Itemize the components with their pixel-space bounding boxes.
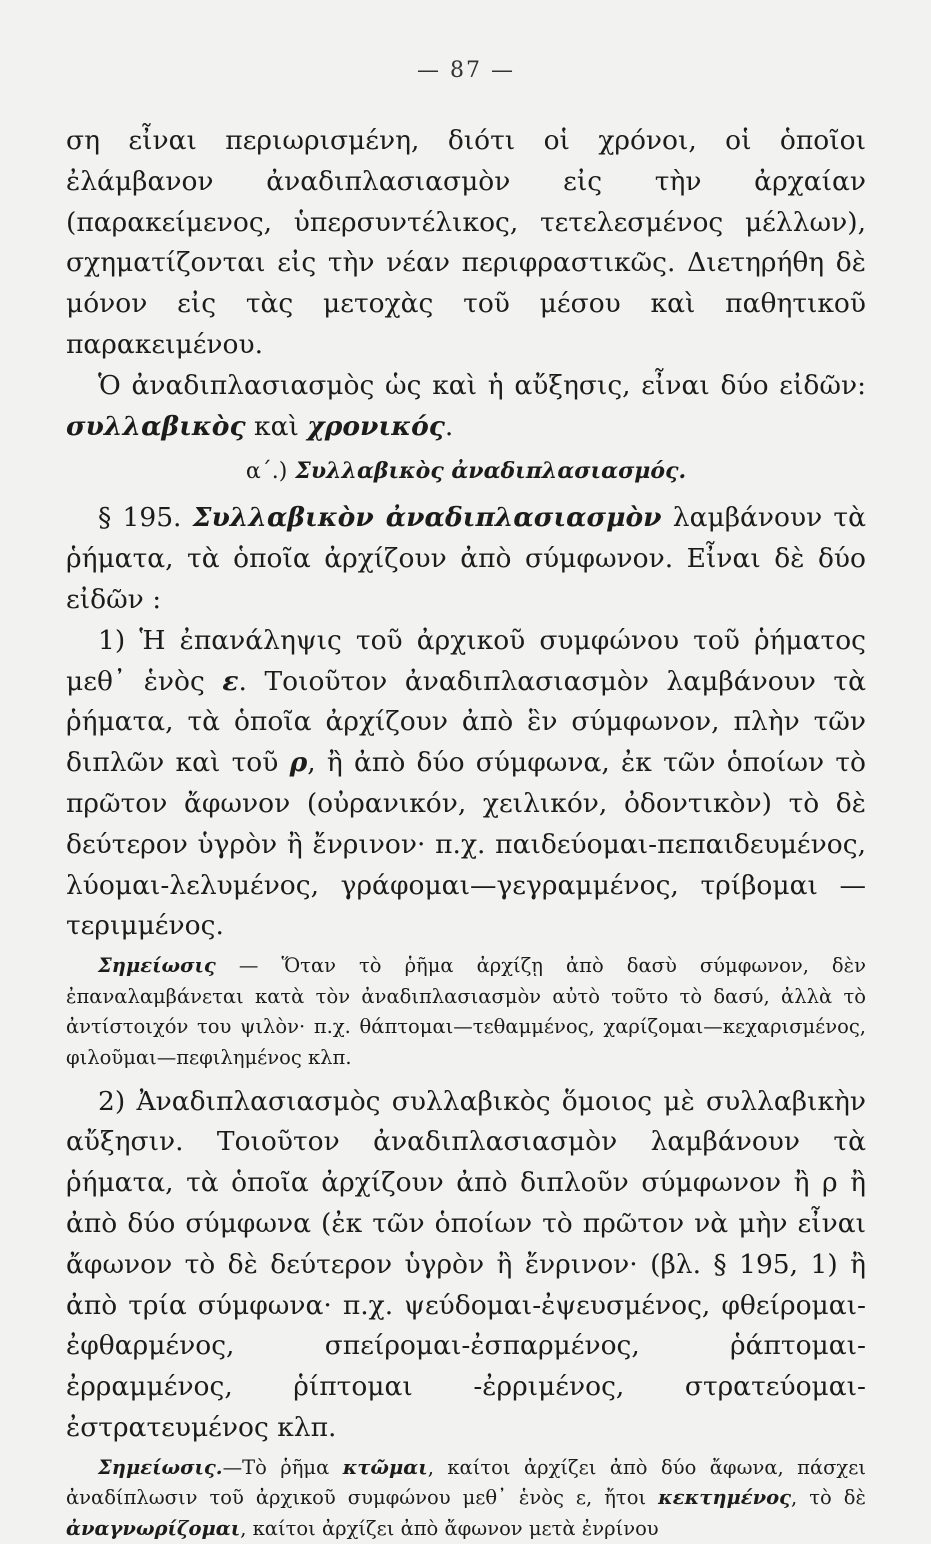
section-195 — [66, 498, 866, 620]
item-1-rho: ρ — [289, 747, 308, 779]
note-2-text-a: —Τὸ ῥῆμα — [222, 1455, 343, 1479]
section-term: Συλλαβικὸν ἀναδιπλασιασμὸν — [192, 502, 662, 534]
item-1-epsilon: ε — [222, 665, 239, 697]
paragraph-1: ση εἶναι περιωρισμένη, διότι οἱ χρόνοι, οἱ ὁποῖοι ἐλάμβανον ἀναδιπλασιασμὸν εἰς τὴν ἀρχαίαν (παρακείμενος, ὑπερσυντέλικος, τετελεσμένος μέλλων), σχηματίζονται εἰς τὴν νέαν περιφραστικῶς. Διετηρήθη δὲ μόνον εἰς τὰς μετοχὰς τοῦ μέσου καὶ παθητικοῦ παρακειμένου. — [66, 125, 866, 360]
note-2-text-b: , καίτοι ἀρχίζει ἀπὸ δύο ἄφωνα, πάσχει ἀναδίπλωσιν τοῦ ἀρχικοῦ συμφώνου μεθ᾿ ἑνὸς ε, ἤτοι — [66, 1455, 866, 1510]
item-1 — [66, 621, 866, 947]
note-1-text: — Ὅταν τὸ ῥῆμα ἀρχίζῃ ἀπὸ δασὺ σύμφωνον, δὲν ἐπαναλαμβάνεται κατὰ τὸν ἀναδιπλασιασμὸν αὐτὸ τοῦτο τὸ δασύ, ἀλλὰ τὸ ἀντίστοιχόν του ψιλὸν· π.χ. θάπτομαι—τεθαμμένος, χαρίζομαι—κεχαρισμένος, φιλοῦμαι—πεφιλημένος κλπ. — [66, 954, 866, 1069]
page-number: — 87 — — [417, 58, 515, 83]
section-number: § 195. — [98, 502, 182, 534]
item-2: 2) Ἀναδιπλασιασμὸς συλλαβικὸς ὅμοιος μὲ συλλαβικὴν αὔξησιν. Τοιοῦτον ἀναδιπλασιασμὸν λαμβάνουν τὰ ῥήματα, τὰ ὁποῖα ἀρχίζουν ἀπὸ διπλοῦν σύμφωνον ἢ ρ ἢ ἀπὸ δύο σύμφωνα (ἐκ τῶν ὁποίων τὸ πρῶτον νὰ μὴν εἶναι ἄφωνον τὸ δὲ δεύτερον ὑγρὸν ἢ ἔνρινον· (βλ. § 195, 1) ἢ ἀπὸ τρία σύμφωνα· π.χ. ψεύδομαι-ἐψευσμένος, φθείρομαι-ἐφθαρμένος, σπείρομαι-ἐσπαρμένος, ῥάπτομαι-ἐρραμμένος, ῥίπτομαι -ἐρριμένος, στρατεύομαι-ἐστρατευμένος κλπ. — [66, 1085, 866, 1443]
item-1-text-b: . Τοιοῦτον ἀναδιπλασιασμὸν λαμβάνουν τὰ ῥήματα, τὰ ὁποῖα ἀρχίζουν ἀπὸ ἓν σύμφωνον, πλὴν τῶν διπλῶν καὶ τοῦ — [66, 665, 866, 779]
note-2-text-d: , καίτοι ἀρχίζει ἀπὸ ἄφωνον μετὰ ἐνρίνου — [240, 1516, 659, 1540]
section-heading — [66, 451, 866, 492]
item-1-text-c: , ἢ ἀπὸ δύο σύμφωνα, ἐκ τῶν ὁποίων τὸ πρῶτον ἄφωνον (οὐρανικόν, χειλικόν, ὀδοντικὸν) τὸ δὲ δεύτερον ὑγρὸν ἢ ἔνρινον· π.χ. παιδεύομαι-πεπαιδευμένος, λύομαι-λελυμένος, γράφομαι—γεγραμμένος, τρίβομαι — τεριμμένος. — [66, 747, 866, 942]
conjunction: καὶ — [245, 410, 308, 442]
period: . — [444, 410, 454, 442]
note-2 — [66, 1453, 866, 1544]
section-text: λαμβάνουν τὰ ῥήματα, τὰ ὁποῖα ἀρχίζουν ἀπὸ σύμφωνον. Εἶναι δὲ δύο εἰδῶν : — [66, 502, 866, 615]
note-1-label: Σημείωσις — [98, 954, 216, 978]
heading-text: Συλλαβικὸς ἀναδιπλασιασμός. — [295, 458, 687, 485]
note-2-text-c: , τὸ δὲ — [791, 1486, 866, 1510]
term-syllabic: συλλαβικὸς — [66, 410, 246, 442]
note-2-word-2: κεκτημένος — [658, 1486, 792, 1510]
paragraph-2-text: Ὁ ἀναδιπλασιασμὸς ὡς καὶ ἡ αὔξησις, εἶναι δύο εἰδῶν: — [98, 369, 866, 401]
paragraph-2 — [66, 366, 866, 448]
term-temporal: χρονικός — [307, 410, 445, 442]
book-page — [66, 50, 866, 1540]
item-1-text-a: 1) Ἡ ἐπανάληψις τοῦ ἀρχικοῦ συμφώνου τοῦ ῥήματος μεθ᾿ ἑνὸς — [66, 624, 866, 697]
note-1 — [66, 951, 866, 1073]
note-2-word-3: ἀναγνωρίζομαι — [66, 1516, 241, 1540]
note-2-word-1: κτῶμαι — [342, 1455, 428, 1479]
note-2-label: Σημείωσις. — [98, 1455, 223, 1479]
heading-mark: α΄.) — [245, 459, 288, 485]
